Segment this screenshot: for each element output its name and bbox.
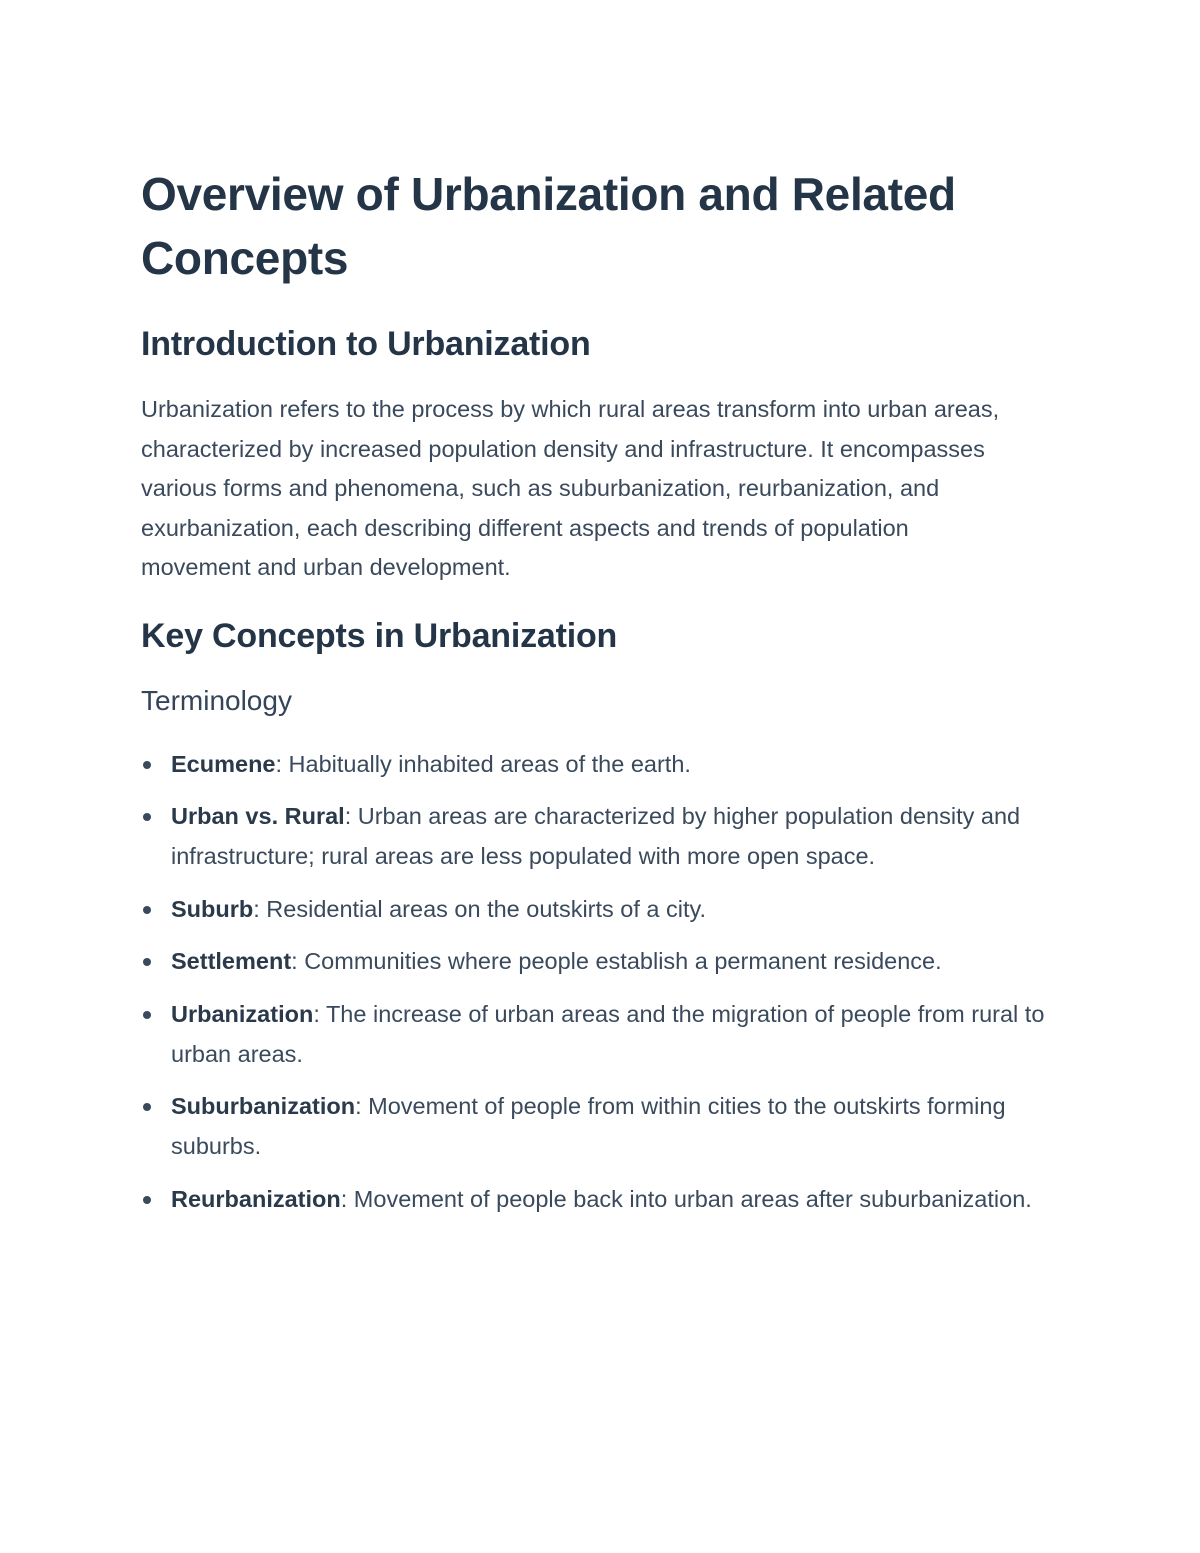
term-label: Suburb [171, 895, 254, 922]
bullet-icon [143, 906, 151, 914]
term-definition: : The increase of urban areas and the migration of people from rural to urban areas. [171, 1000, 1045, 1067]
list-item [141, 744, 1051, 784]
terminology-list [141, 744, 1051, 1219]
term-label: Settlement [171, 948, 292, 974]
term-label: Urban vs. Rural [171, 803, 345, 829]
bullet-icon [143, 813, 151, 821]
list-item [141, 941, 1051, 981]
bullet-icon [143, 1196, 151, 1204]
document-content [141, 162, 1051, 1231]
list-item [141, 889, 1051, 929]
term-definition: : Movement of people from within cities to the outskirts forming suburbs. [171, 1093, 1006, 1159]
list-item [141, 796, 1051, 876]
term-label: Ecumene [171, 750, 276, 777]
bullet-icon [143, 1103, 151, 1111]
bullet-icon [143, 958, 151, 966]
bullet-icon [143, 1011, 151, 1019]
intro-heading: Introduction to Urbanization [141, 325, 591, 363]
term-label: Urbanization [171, 1000, 314, 1027]
term-definition: : Residential areas on the outskirts of a city. [253, 895, 707, 922]
bullet-icon [143, 761, 151, 769]
key-concepts-heading: Key Concepts in Urbanization [141, 616, 618, 655]
term-label: Suburbanization [171, 1093, 356, 1119]
term-definition: : Urban areas are characterized by higher population density and infrastructure; rural areas are less populated with more open space. [171, 803, 1021, 869]
term-definition: : Communities where people establish a permanent residence. [291, 948, 942, 974]
list-item [141, 994, 1051, 1074]
intro-paragraph: Urbanization refers to the process by which rural areas transform into urban areas, characterized by increased population density and infrastructure. It encompasses various forms and phenomena, such as suburbanization, reurbanization, and exurbanization, each describing different aspects and trends of population movement and urban development. [141, 396, 1000, 580]
term-label: Reurbanization [171, 1185, 341, 1212]
list-item [141, 1086, 1051, 1166]
term-definition: : Movement of people back into urban areas after suburbanization. [340, 1185, 1032, 1212]
term-definition: : Habitually inhabited areas of the earth. [275, 750, 691, 777]
page-title: Overview of Urbanization and Related Concepts [141, 168, 956, 284]
list-item [141, 1179, 1051, 1219]
terminology-subheading: Terminology [141, 684, 292, 716]
